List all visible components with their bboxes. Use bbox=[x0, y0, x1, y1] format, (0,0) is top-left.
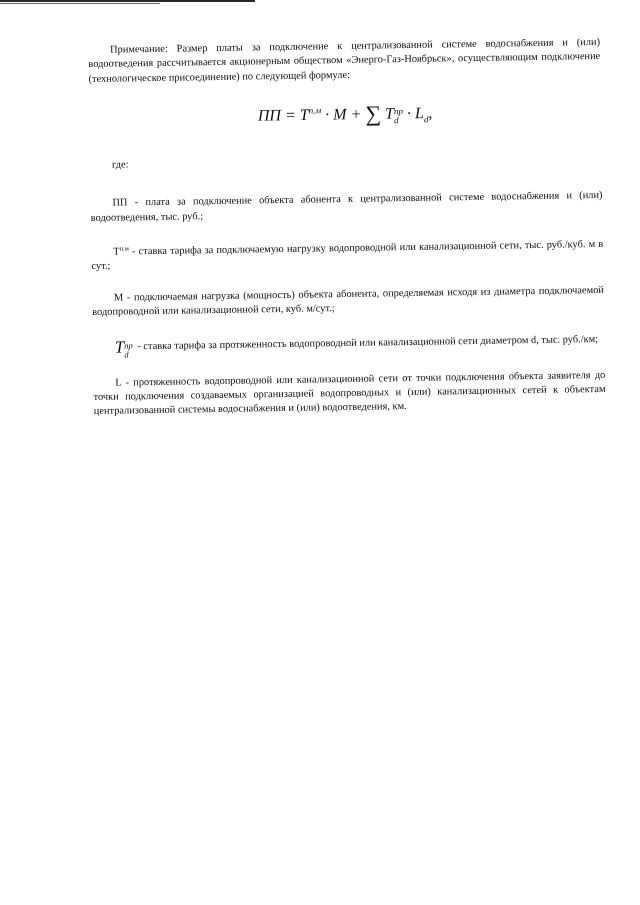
definition-l: L - протяженность водопроводной или канализационной сети от точки подключения объекта заявителя до точки подключения создаваемых организацией водопроводных и (или) канализационных сетей к объектам централизованной системы водоснабжения и (или) водоотведения, км. bbox=[93, 369, 606, 418]
definition-td-sub: d bbox=[124, 348, 129, 360]
formula-t1-sup: п.м bbox=[308, 105, 322, 116]
where-label: где: bbox=[111, 159, 129, 171]
definition-td-symbol-group bbox=[114, 337, 133, 360]
formula-plus: + bbox=[350, 106, 362, 124]
definition-td-indices bbox=[124, 341, 133, 359]
formula-sum-icon: ∑ bbox=[365, 100, 382, 127]
formula-l: L bbox=[414, 105, 424, 123]
definition-t-pm bbox=[91, 235, 603, 275]
formula-dot1: · bbox=[325, 106, 330, 124]
formula-equals: = bbox=[284, 107, 296, 125]
definition-td-symbol: T bbox=[114, 337, 125, 357]
definition-m: М - подключаемая нагрузка (мощность) объекта абонента, определяемая исходя из диаметра подключаемой водопроводной или канализационной сети, куб. м/сут.; bbox=[92, 284, 605, 319]
definition-td bbox=[93, 332, 605, 359]
definition-t-sup: п.м bbox=[119, 245, 129, 253]
formula-m: M bbox=[333, 106, 347, 124]
document-page bbox=[88, 36, 606, 420]
formula-t2: T bbox=[384, 105, 395, 123]
scan-artifact-line bbox=[0, 0, 255, 2]
formula-comma: , bbox=[428, 105, 433, 123]
formula-t2-indices bbox=[394, 107, 403, 125]
definition-t-symbol: T bbox=[113, 246, 120, 258]
formula-l-sub: d bbox=[423, 114, 429, 125]
connection-fee-formula bbox=[89, 96, 601, 135]
definition-t-text: - ставка тарифа за подключаемую нагрузку водопроводной или канализационной сети, тыс. руб./куб. м в сут.; bbox=[91, 238, 604, 273]
formula-dot2: · bbox=[406, 105, 412, 123]
formula-t1: T bbox=[299, 107, 309, 125]
definition-td-sup: пр bbox=[124, 339, 133, 351]
note-paragraph: Примечание: Размер платы за подключение к централизованной системе водоснабжения и (или) водоотведения рассчитывается акционерным обществом «Энерго-Газ-Ноябрьск», осуществляющим подключение (технологическое присоединение) по следующей формуле: bbox=[88, 36, 601, 85]
definition-td-text: - ставка тарифа за протяженность водопроводной или канализационной сети диаметром d, тыс. руб./км; bbox=[134, 333, 599, 352]
scan-artifact-line-secondary bbox=[0, 3, 160, 4]
formula-t2-sub: d bbox=[393, 114, 399, 125]
formula-t2-sup: пр bbox=[393, 105, 403, 116]
definition-pp: ПП - плата за подключение объекта абонента к централизованной системе водоснабжения и (или) водоотведения, тыс. руб.; bbox=[90, 190, 603, 224]
formula-lhs: ПП bbox=[257, 107, 282, 125]
